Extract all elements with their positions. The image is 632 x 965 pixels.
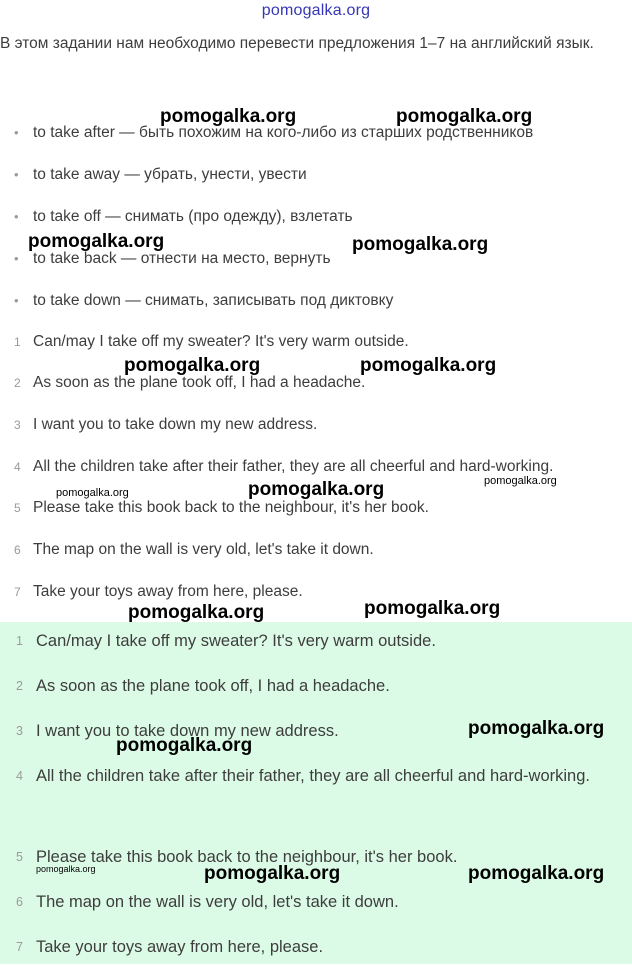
watermark: pomogalka.org [352, 234, 489, 255]
answer-text: Can/may I take off my sweater? It's very warm outside. [36, 632, 436, 650]
list-item [0, 368, 632, 398]
item-number: 7 [16, 940, 23, 954]
item-number: 6 [16, 895, 23, 909]
bullet-icon: • [14, 293, 19, 308]
watermark: pomogalka.org [396, 106, 533, 127]
item-number: 4 [16, 769, 23, 783]
bullet-icon: • [14, 125, 19, 140]
phrase-text: to take down — снимать, записывать под диктовку [33, 292, 394, 309]
sentence-text: I want you to take down my new address. [33, 416, 318, 433]
answer-text: Please take this book back to the neighbour, it's her book. [36, 848, 458, 866]
answer-text: The map on the wall is very old, let's take it down. [36, 893, 399, 911]
item-number: 4 [14, 460, 21, 474]
item-number: 5 [16, 850, 23, 864]
bullet-icon: • [14, 209, 19, 224]
answer-text: Take your toys away from here, please. [36, 938, 324, 956]
phrase-text: to take away — убрать, унести, увести [33, 166, 307, 183]
phrase-text: to take back — отнести на место, вернуть [33, 250, 331, 267]
item-number: 3 [16, 724, 23, 738]
list-item [0, 535, 632, 565]
item-number: 6 [14, 543, 21, 557]
answer-text: As soon as the plane took off, I had a headache. [36, 677, 390, 695]
item-number: 5 [14, 501, 21, 515]
watermark: pomogalka.org [248, 479, 385, 500]
watermark: pomogalka.org [468, 863, 605, 884]
bullet-icon: • [14, 251, 19, 266]
answer-text: I want you to take down my new address. [36, 722, 339, 740]
sentence-text: Can/may I take off my sweater? It's very warm outside. [33, 334, 409, 350]
item-number: 1 [14, 335, 21, 349]
site-title[interactable]: pomogalka.org [261, 2, 371, 19]
watermark: pomogalka.org [128, 602, 265, 623]
phrase-text: to take after — быть похожим на кого-либо из старших родственников [33, 124, 534, 141]
answer-box [0, 622, 632, 964]
watermark: pomogalka.org [364, 598, 501, 619]
watermark: pomogalka.org [468, 718, 605, 739]
item-number: 2 [14, 376, 21, 390]
item-number: 7 [14, 585, 21, 599]
intro-text: В этом задании нам необходимо перевести предложения 1–7 на английский язык. [0, 35, 594, 52]
watermark: pomogalka.org [160, 106, 297, 127]
sentence-text: All the children take after their father, they are all cheerful and hard-working. [33, 458, 554, 475]
item-number: 3 [14, 418, 21, 432]
watermark: pomogalka.org [360, 355, 497, 376]
list-item [0, 334, 632, 352]
watermark: pomogalka.org [28, 231, 165, 252]
list-item [0, 758, 620, 830]
item-number: 2 [16, 679, 23, 693]
sentence-text: As soon as the plane took off, I had a headache. [33, 374, 366, 391]
sentence-text: The map on the wall is very old, let's take it down. [33, 541, 374, 558]
phrase-text: to take off — снимать (про одежду), взлетать [33, 208, 353, 225]
list-item [0, 577, 632, 607]
watermark: pomogalka.org [116, 735, 253, 756]
sentence-text: Take your toys away from here, please. [33, 583, 303, 600]
watermark: pomogalka.org [204, 863, 341, 884]
answer-text: All the children take after their father, they are all cheerful and hard-working. [36, 767, 590, 785]
watermark: pomogalka.org [484, 475, 557, 487]
sentence-text: Please take this book back to the neighbour, it's her book. [33, 499, 429, 516]
list-item [0, 410, 632, 440]
watermark: pomogalka.org [124, 355, 261, 376]
watermark: pomogalka.org [56, 487, 129, 499]
watermark: pomogalka.org [36, 864, 96, 874]
bullet-icon: • [14, 167, 19, 182]
item-number: 1 [16, 634, 23, 648]
